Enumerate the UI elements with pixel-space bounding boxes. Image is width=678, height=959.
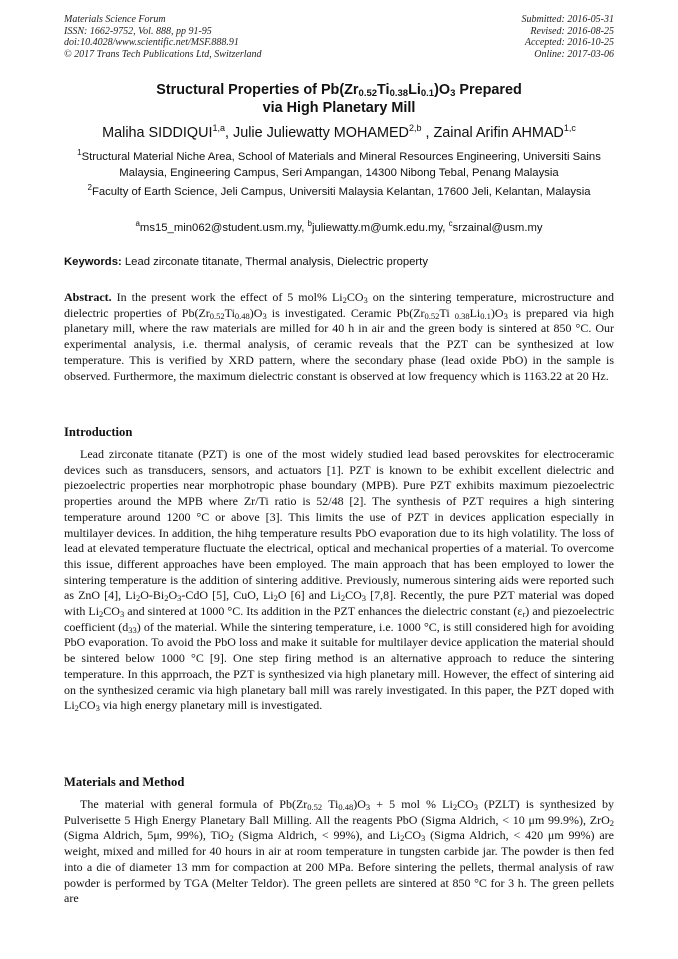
author-emails: $^a$ms15_min062@student.usm.my, $^b$juliewatty.m@umk.edu.my, $^c$srzainal@usm.my — [135, 219, 543, 234]
journal-copyright: © 2017 Trans Tech Publications Ltd, Switzerland — [64, 48, 262, 60]
journal-header-left — [64, 14, 262, 60]
email-link[interactable]: srzainal@usm.my — [452, 222, 543, 234]
abstract-paragraph: Abstract. In the present work the effect of 5 mol% $Li_2CO_3$ on the sintering temperature, microstructure and dielectric properties of $Pb(Zr_{0.52}Ti_{0.48})O_3$ is investigated. Ceramic $Pb(Zr_{0.52}Ti$ $_{0.38}Li_{0.1})O_3$ is prepared via high planetary mill, where the raw materials are milled for 40 h in air and the green body is sintered at 850 °C. Our experimental analysis, i.e. thermal analysis, of ceramic reveals that the PZT can be synthesized at low temperature. This is verified by XRD pattern, where the secondary phase (lead oxide PbO) in the sample is observed. Furthermore, the maximum dielectric constant is observed at low frequency which is 1163.22 at 20 Hz. — [64, 290, 614, 383]
title-line-1: Structural Properties of $Pb(Zr_{0.52}Ti_{0.38}Li_{0.1})O_3$ Prepared — [156, 82, 522, 99]
accepted-date: Accepted: 2016-10-25 — [524, 37, 614, 48]
methods-paragraph: The material with general formula of $Pb(Zr_{0.52}$ $Ti_{0.48})O_3 + 5$ mol % $Li_2CO_3$ (PZLT) is synthesized by Pulverisette 5 High Energy Planetary Ball Milling. All the reagents PbO (Sigma Aldrich, < 10 μm 99.9%), ZrO$_2$ (Sigma Aldrich, 5μm, 99%), TiO$_2$ (Sigma Aldrich, < 99%), and $Li_2CO_3$ (Sigma Aldrich, < 420 μm 99%) are weight, mixed and milled for 40 hours in air at room temperature in tungsten carbide jar. The powder is then fed into a die of diameter 13 mm for compaction at 200 MPa. Before sintering the pellets, thermal analysis of raw powder is performed by TGA (Melter Teldor). The green pellets are sintered at 850 °C for 3 h. The green pellets are — [64, 797, 614, 906]
online-date: Online: 2017-03-06 — [534, 48, 614, 60]
abstract-label: Abstract. — [64, 290, 112, 304]
journal-name: Materials Science Forum — [64, 14, 166, 25]
affiliation-1: $^1$Structural Material Niche Area, School of Materials and Mineral Resources Engineering, Universiti Sains Malaysia, Engineering Campus, Seri Ampangan, 14300 Nibong Tebal, Penang Malaysia — [77, 148, 601, 179]
abstract — [64, 290, 614, 384]
author-name: , Julie Juliewatty MOHAMED — [225, 125, 409, 141]
author-name: , Zainal Arifin AHMAD — [421, 125, 564, 141]
journal-doi: doi:10.4028/www.scientific.net/MSF.888.91 — [64, 37, 239, 48]
email-link[interactable]: ms15_min062@student.usm.my, — [139, 222, 308, 234]
section-heading-introduction: Introduction — [64, 425, 133, 439]
section-heading-methods: Materials and Method — [64, 775, 185, 789]
keywords-label: Keywords: — [64, 256, 122, 268]
introduction-paragraph: Lead zirconate titanate (PZT) is one of the most widely studied lead based perovskites for electroceramic devices such as transducers, sensors, and actuators [1]. PZT is known to be exhibit excellent dielectric and piezoelectric properties near morphotropic phase boundary (MPB). Pure PZT exhibits maximum piezoelectric properties around the MPB where Zr/Ti ratio is 52/48 [2]. The synthesis of PZT requires a high sintering temperature around 1200 °C or above [3]. This limits the use of PZT in devices application especially in multilayer devices. In addition, the hihg temperature results PbO evaporation due to its high volatility. The loss of lead at elevated temperature fluctuate the electrical, optical and mechanical properties of a material. To overcome this issue, different approaches have been employed. The main approach that has been employed to lower the sintering temperature is the addition of sintering additive. Previously, numerous sintering aids were reported such as ZnO [4], $Li_2O-Bi_2O_3$-CdO [5], CuO, $Li_2O$ [6] and $Li_2CO_3$ [7,8]. Recently, the pure PZT material was doped with $Li_2CO_3$ and sintered at 1000 °C. Its addition in the PZT enhances the dielectric constant $(\varepsilon_r)$ and piezoelectric coefficient $(d_{33})$ of the material. While the sintering temperature, i.e. 1000 °C, is still considered high for avoiding PbO evaporation. To avoid the PbO loss and make it suitable for multilayer device application the material should be sintered below 1000 °C [9]. One step firing method is an alternative approach to reduce the sintering temperature. In this apprroach, the PZT is synthesized via high planetary mill. However, the effect of sintering aid on the synthesized ceramic via high planetary ball mill was rarely investigated. In this paper, the PZT doped with $Li_2CO_3$ via high energy planetary mill is investigated. — [64, 447, 615, 714]
title-line-2: via High Planetary Mill — [262, 100, 416, 116]
revised-date: Revised: 2016-08-25 — [530, 25, 614, 37]
keywords — [64, 255, 614, 270]
methods-body — [64, 797, 614, 907]
email-link[interactable]: juliewatty.m@umk.edu.my, — [311, 222, 449, 234]
introduction-body — [64, 447, 614, 714]
affiliation-2: $^2$Faculty of Earth Science, Jeli Campus, Universiti Malaysia Kelantan, 17600 Jeli, Kelantan, Malaysia — [87, 183, 591, 198]
author-list: Maliha SIDDIQUI$^{1,a}$, Julie Juliewatty MOHAMED$^{2,b}$ , Zainal Arifin AHMAD$^{1,c}$ — [102, 123, 576, 141]
journal-issn: ISSN: 1662-9752, Vol. 888, pp 91-95 — [64, 25, 212, 37]
journal-header-right — [522, 14, 615, 60]
author-name: Maliha SIDDIQUI — [102, 125, 213, 141]
keywords-text: Lead zirconate titanate, Thermal analysis, Dielectric property — [121, 256, 428, 268]
submitted-date: Submitted: 2016-05-31 — [521, 14, 614, 25]
paper-title — [64, 81, 614, 117]
